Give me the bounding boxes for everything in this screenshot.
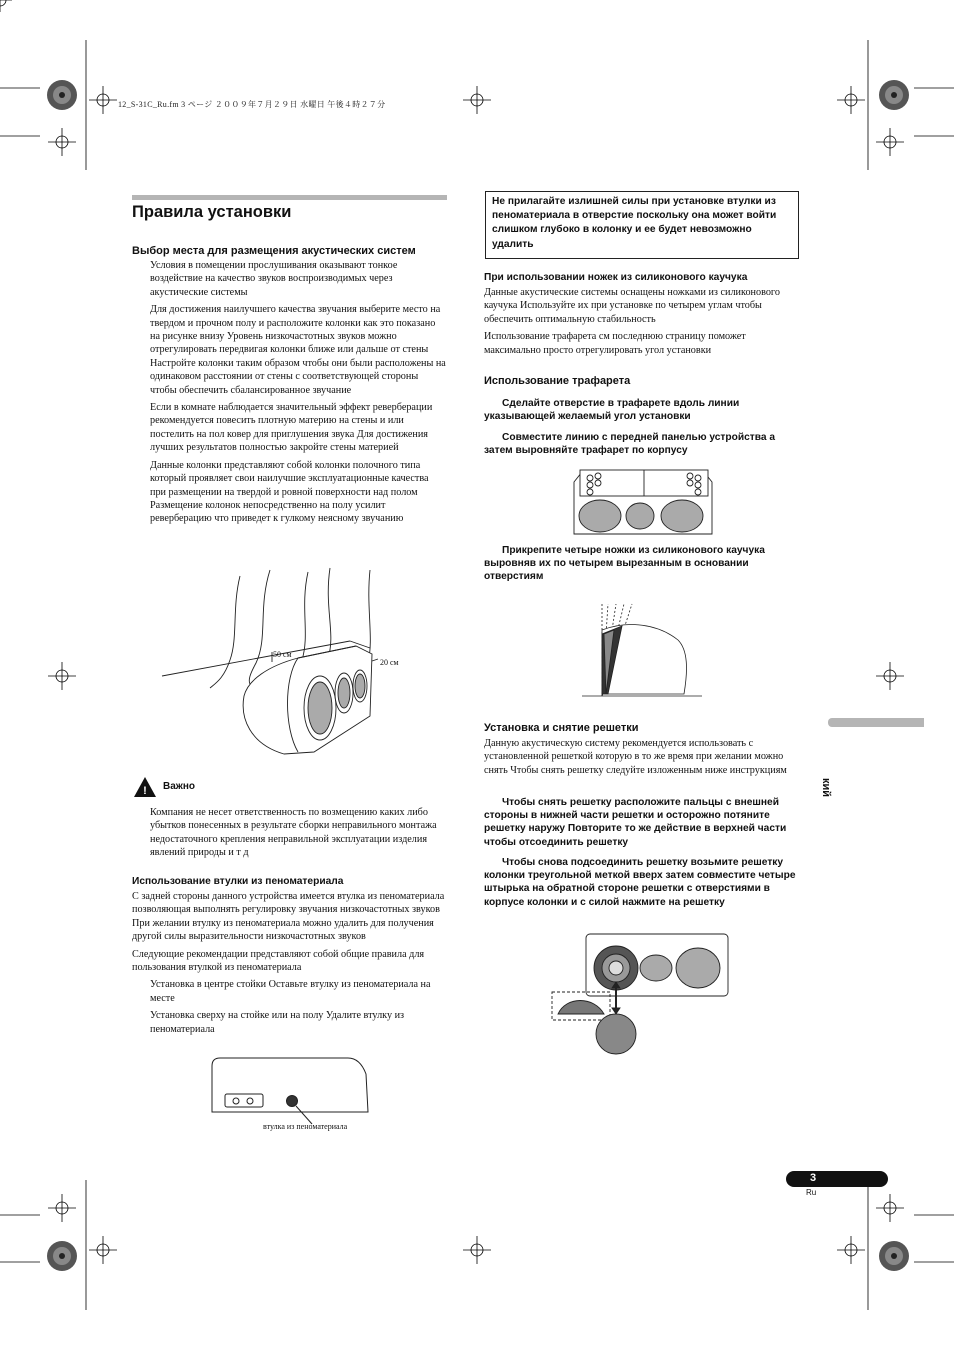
foam-plug-illustration (208, 1054, 378, 1126)
placement-paragraph-1: Условия в помещении прослушивания оказывают тонкое воздействие на качество звуков воспроизводимых через акустические системы (150, 260, 398, 298)
file-info-line: 12_S-31C_Ru.fm 3 ページ ２００９年７月２９日 水曜日 午後４時２７分 (118, 100, 386, 109)
placement-paragraph-3: Если в комнате наблюдается значительный эффект реверберации рекомендуется повесить плотную материю на стены и или постелить на пол ковер для приглушения звука Для достижения лучших результатов полностью закройте стены материей (150, 402, 433, 454)
page-number-badge (786, 1171, 888, 1187)
foam-heading: Использование втулки из пеноматериала (132, 876, 344, 887)
svg-text:!: ! (143, 785, 147, 797)
feet-paragraph-1: Данные акустические системы оснащены ножками из силиконового каучука Используйте их при установке по четырем углам чтобы обеспечить оптимальную стабильность (484, 287, 780, 325)
placement-text-block (150, 259, 446, 526)
grille-removal-illustration (552, 930, 742, 1054)
template-heading: Использование трафарета (484, 375, 631, 387)
page-title: Правила установки (132, 203, 292, 221)
template-alignment-illustration (568, 466, 718, 540)
side-tab-label: кий (820, 778, 832, 798)
title-rule (132, 195, 447, 200)
warning-icon (133, 776, 157, 798)
placement-paragraph-4: Данные колонки представляют собой колонки полочного типа который проявляет свои наилучшие эксплуатационные качества при размещении на твердой и ровной поверхности над полом Размещение колонок непосредственно на полу усилит реверберацию что приведет к гулкому неясному звучанию (150, 459, 429, 525)
placement-heading: Выбор места для размещения акустических систем (132, 245, 416, 257)
grille-step-2: Чтобы снова подсоединить решетку возьмите решетку колонки треугольной меткой вверх затем совместите четыре штырька на обратной стороне решетки с отверстиями в корпусе колонки и с силой нажмите на решетку (484, 857, 796, 908)
foam-paragraph-1: С задней стороны данного устройства имеется втулка из пеноматериала позволяющая выполнять регулировку звучания низкочастотных звуков При желании втулку из пеноматериала можно удалить для получения другой силы выразительности низкочастотных звуков (132, 891, 445, 943)
distance-50-label: 50 см (273, 650, 292, 659)
feet-heading: При использовании ножек из силиконового каучука (484, 272, 748, 283)
side-tab-bar (828, 718, 924, 727)
tilt-angle-illustration (578, 600, 708, 704)
template-step-1: Сделайте отверстие в трафарете вдоль линии указывающей желаемый угол установки (484, 398, 740, 423)
important-text: Компания не несет ответственность по возмещению каких либо убытков понесенных в результате сборки неправильного монтажа недостаточного крепления неправильной эксплуатации изделия явлений природы и т д (150, 807, 437, 859)
template-step-2: Совместите линию с передней панелью устройства а затем выровняйте трафарет по корпусу (484, 432, 776, 457)
foam-text-block (132, 890, 446, 1036)
foam-plug-caption: втулка из пеноматериала (263, 1122, 348, 1131)
template-step-3: Прикрепите четыре ножки из силиконового каучука выровняв их по четырем вырезанным в основании отверстиям (484, 545, 765, 583)
page-number: 3 (810, 1172, 817, 1184)
grille-step-1: Чтобы снять решетку расположите пальцы с внешней стороны в нижней части решетки и осторожно потяните решетку наружу Повторите то же действие в верхней части чтобы отсоединить решетку (484, 797, 787, 848)
warning-box (485, 191, 799, 259)
grille-paragraph: Данную акустическую систему рекомендуется использовать с установленной решеткой которую в то же время при желании можно снять Чтобы снять решетку следуйте изложенным ниже инструкциям (484, 738, 787, 776)
distance-20-label: 20 см (380, 658, 399, 667)
foam-bullet-1: Установка в центре стойки Оставьте втулку из пеноматериала на месте (150, 979, 431, 1004)
foam-bullet-2: Установка сверху на стойке или на полу Удалите втулку из пеноматериала (150, 1010, 405, 1035)
language-code: Ru (806, 1188, 817, 1197)
important-label: Важно (163, 781, 196, 792)
speaker-placement-illustration (160, 568, 420, 768)
grille-heading: Установка и снятие решетки (484, 722, 639, 734)
placement-paragraph-2: Для достижения наилучшего качества звучания выберите место на твердом и прочном полу и расположите колонки как это показано на рисунке внизу Уровень низкочастотных звуков можно отрегулировать передвигая колонки ближе или дальше от стены Настройте колонки таким образом чтобы они были расположены на одинаковом расстоянии от стены с соответствующей стороны чтобы обеспечить сбалансированное звучание (150, 304, 446, 396)
warning-text: Не прилагайте излишней силы при установке втулки из пеноматериала в отверстие поскольку она может войти слишком глубоко в колонку и ее будет невозможно удалить (492, 196, 777, 250)
foam-paragraph-2: Следующие рекомендации представляют собой общие правила для пользования втулкой из пеноматериала (132, 948, 425, 974)
feet-text-block (484, 286, 800, 357)
feet-paragraph-2: Использование трафарета см последнюю страницу поможет максимально просто отрегулировать угол установки (484, 331, 746, 356)
